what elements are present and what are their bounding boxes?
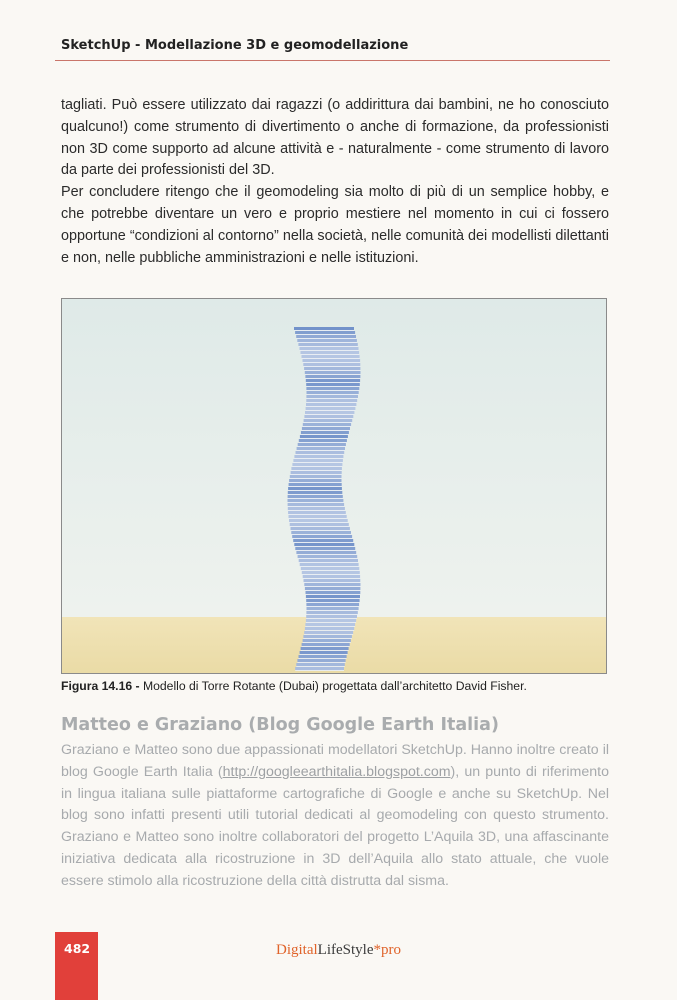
tower-floor [300, 347, 359, 350]
tower-floor [288, 487, 342, 490]
tower-floor [304, 415, 353, 418]
tower-floor [294, 543, 354, 546]
tower-floor [304, 631, 353, 634]
tower-floor [291, 467, 342, 470]
tower-floor-edge [293, 542, 353, 543]
page-number: 482 [64, 941, 91, 956]
tower-floor-edge [298, 346, 357, 347]
tower-floor [305, 411, 354, 414]
tower-floor-edge [307, 394, 359, 395]
tower-floor-edge [304, 422, 353, 423]
tower-floor [302, 643, 350, 646]
tower-floor-edge [292, 466, 342, 467]
tower-floor [305, 371, 361, 374]
tower-floor-edge [288, 506, 345, 507]
tower-floor-edge [288, 490, 342, 491]
tower-floor-edge [305, 378, 360, 379]
tower-floor [291, 531, 351, 534]
tower-floor [306, 379, 360, 382]
tower-floor [293, 539, 353, 542]
tower-floor [304, 419, 353, 422]
tower-floor [288, 495, 343, 498]
tower-floor-edge [304, 418, 353, 419]
tower-floor [289, 515, 347, 518]
tower-floor-edge [303, 426, 351, 427]
tower-floor-edge [291, 474, 342, 475]
tower-floor [298, 443, 346, 446]
tower-floor-edge [288, 498, 343, 499]
tower-floor [300, 435, 348, 438]
tower-floor [295, 667, 344, 670]
tower-floor-edge [299, 658, 347, 659]
tower-floor-edge [306, 386, 360, 387]
tower-floor [306, 383, 360, 386]
tower-floor-edge [305, 630, 354, 631]
tower-floor [289, 483, 342, 486]
tower-floor [306, 591, 361, 594]
publisher-logo: DigitalLifeStyle*pro [276, 942, 401, 958]
tower-floor-edge [303, 578, 360, 579]
figure-image [61, 298, 607, 674]
tower-floor [306, 399, 357, 402]
tower-floor-edge [288, 494, 343, 495]
tower-floor [302, 355, 360, 358]
blog-link[interactable]: http://googleearthitalia.blogspot.com [222, 763, 451, 780]
tower-floor-edge [304, 586, 360, 587]
tower-floor [306, 387, 359, 390]
tower-floor [307, 391, 359, 394]
tower-floor-edge [300, 566, 359, 567]
tower-floor [288, 507, 345, 510]
tower-floor-edge [302, 574, 360, 575]
tower-floor-edge [302, 646, 350, 647]
tower-floor-edge [291, 530, 350, 531]
tower-floor [303, 423, 351, 426]
header-rule [55, 60, 610, 61]
tower-floor-edge [306, 622, 356, 623]
tower-floor [299, 439, 347, 442]
tower-floor [294, 455, 343, 458]
tower-floor [304, 367, 360, 370]
tower-floor [294, 327, 354, 330]
tower-floor-edge [303, 366, 360, 367]
tower-floor-edge [301, 650, 349, 651]
tower-floor-edge [290, 526, 349, 527]
tower-floor [302, 571, 360, 574]
tower-floor [290, 475, 342, 478]
tower-floor [302, 427, 350, 430]
figure-caption [61, 679, 621, 693]
tower-floor-edge [298, 446, 346, 447]
tower-floor [305, 623, 355, 626]
tower-floor [303, 359, 361, 362]
tower-floor [301, 431, 349, 434]
tower-floor [306, 619, 356, 622]
tower-floor-edge [291, 534, 351, 535]
tower-floor [292, 463, 342, 466]
tower-floor-edge [290, 478, 342, 479]
tower-floor-edge [294, 546, 354, 547]
tower-floor-edge [288, 502, 344, 503]
tower-floor-edge [303, 642, 351, 643]
tower-floor-edge [299, 562, 358, 563]
tower-floor-edge [292, 538, 352, 539]
tower-floor-edge [300, 438, 348, 439]
tower-floor-edge [296, 338, 356, 339]
tower-floor-edge [306, 410, 356, 411]
tower-floor [306, 611, 357, 614]
section-text-start: Graziano e Matteo sono due appassionati modellatori SketchUp. Hanno inoltre creato il blog Google Earth Italia ( [61, 742, 609, 780]
tower-floor [297, 659, 345, 662]
tower-floor [288, 499, 344, 502]
tower-floor [296, 663, 345, 666]
tower-floor [292, 535, 352, 538]
tower-floor [288, 491, 343, 494]
caption-number: Figura 14.16 - [61, 679, 140, 693]
tower-floor-edge [291, 470, 342, 471]
tower-floor [306, 403, 356, 406]
tower-floor [307, 607, 359, 610]
tower-floor [288, 503, 345, 506]
tower-floor [306, 395, 358, 398]
tower-floor-edge [299, 442, 347, 443]
tower-floor-edge [296, 454, 345, 455]
tower-floor-edge [305, 626, 355, 627]
tower-floor [297, 339, 357, 342]
tower-floor-edge [306, 598, 360, 599]
tower-floor-edge [306, 390, 359, 391]
tower-floor-edge [296, 666, 345, 667]
tower-floor [306, 615, 357, 618]
tower-floor [300, 563, 359, 566]
tower-floor [298, 343, 357, 346]
tower-floor [291, 527, 350, 530]
tower-floor [303, 575, 360, 578]
tower-floor-edge [301, 434, 349, 435]
caption-text: Modello di Torre Rotante (Dubai) progettata dall’architetto David Fisher. [139, 679, 527, 693]
tower-floor-edge [295, 550, 355, 551]
tower-floor [305, 627, 354, 630]
tower-floor-edge [306, 402, 357, 403]
tower-floor-edge [289, 486, 342, 487]
tower-floor [304, 579, 361, 582]
tower-floor [288, 511, 346, 514]
tower-floor [303, 639, 351, 642]
tower-floor-edge [297, 342, 357, 343]
tower-floor [301, 647, 349, 650]
tower-floor-edge [301, 570, 360, 571]
tower-floor [290, 523, 349, 526]
tower-floor-edge [304, 370, 360, 371]
tower-floor [289, 479, 341, 482]
rotating-tower-illustration [62, 299, 606, 673]
tower-floor-edge [305, 414, 354, 415]
tower-floor [303, 635, 352, 638]
tower-floor [306, 599, 359, 602]
tower-floor-edge [306, 602, 359, 603]
tower-floor [291, 471, 342, 474]
tower-floor [301, 351, 360, 354]
tower-floor-edge [304, 634, 353, 635]
tower-floor [301, 567, 360, 570]
tower-floor-edge [305, 374, 361, 375]
tower-floor-edge [303, 362, 361, 363]
tower-floor-edge [305, 590, 361, 591]
tower-floor-edge [295, 670, 344, 671]
tower-floor-edge [301, 354, 360, 355]
tower-floor-edge [298, 558, 358, 559]
tower-floor [296, 335, 356, 338]
section-heading: Matteo e Graziano (Blog Google Earth Italia) [61, 715, 499, 735]
body-text [61, 95, 609, 269]
tower-floor-edge [306, 614, 357, 615]
tower-floor-edge [297, 450, 345, 451]
tower-floor-edge [289, 518, 347, 519]
tower-floor-edge [289, 482, 341, 483]
tower-floor-edge [288, 514, 346, 515]
tower-floor-edge [294, 330, 354, 331]
tower-floor-edge [300, 654, 348, 655]
tower-floor-edge [306, 594, 361, 595]
tower-floor [305, 375, 360, 378]
tower-floor [299, 559, 358, 562]
tower-floor-edge [302, 430, 350, 431]
tower-floor [297, 447, 345, 450]
tower-floor-edge [307, 610, 359, 611]
tower-floor [300, 651, 348, 654]
tower-floor [293, 459, 343, 462]
tower-floor [304, 583, 360, 586]
tower-floor [306, 603, 359, 606]
tower-floor [299, 655, 347, 658]
body-paragraph-2: Per concludere ritengo che il geomodeling sia molto di più di un semplice hobby, e che potrebbe diventare un vero e proprio mestiere nel momento in cui ci fossero opportune “condizioni al contorno” nella società, nelle comunità dei modellisti dilettanti e non, nelle pubbliche amministrazioni e nelle istituzioni. [61, 184, 609, 266]
tower-floor [303, 363, 360, 366]
section-text-end: ), un punto di riferimento in lingua italiana sulle piattaforme cartografiche di Google e anche su SketchUp. Nel blog sono infatti presenti utili tutorial dedicati al geomodeling con questo strumento. Graziano e Matteo sono inoltre collaboratori del progetto L’Aquila 3D, una affascinante iniziativa dedicata alla ricostruzione in 3D dell’Aquila allo stato attuale, che vuole essere stimolo alla ricostruzione della città distrutta dal sisma. [61, 763, 609, 889]
tower-floor [298, 555, 358, 558]
tower-floor-edge [306, 406, 356, 407]
tower-floor-edge [302, 358, 360, 359]
tower-floor [295, 331, 355, 334]
tower-floor [296, 451, 345, 454]
tower-floor [295, 547, 355, 550]
tower-floor-edge [297, 662, 345, 663]
tower-floor-edge [294, 458, 343, 459]
tower-floor [306, 595, 360, 598]
tower-floor-edge [306, 618, 357, 619]
tower-floor-edge [306, 382, 360, 383]
tower-floor-edge [306, 398, 358, 399]
tower-floor-edge [303, 638, 352, 639]
tower-floor [296, 551, 356, 554]
tower-floor-edge [300, 350, 359, 351]
tower-floor-edge [306, 606, 359, 607]
tower-floor-edge [289, 522, 348, 523]
tower-floor-edge [304, 582, 361, 583]
tower-floor [305, 587, 361, 590]
body-paragraph-1: tagliati. Può essere utilizzato dai ragazzi (o addirittura dai bambini, ne ho conosciuto qualcuno!) come strumento di divertimento o anche di formazione, da professionisti non 3D come supporto ad alcune attività e - naturalmente - come strumento di lavoro da parte dei professionisti del 3D. [61, 97, 609, 179]
tower-floor-edge [293, 462, 343, 463]
tower-floor-edge [295, 334, 355, 335]
tower-floor [306, 407, 356, 410]
tower-floor-edge [288, 510, 345, 511]
running-header: SketchUp - Modellazione 3D e geomodellazione [61, 38, 409, 53]
tower-floor-edge [296, 554, 356, 555]
section-body [61, 740, 609, 893]
tower-floor [289, 519, 348, 522]
